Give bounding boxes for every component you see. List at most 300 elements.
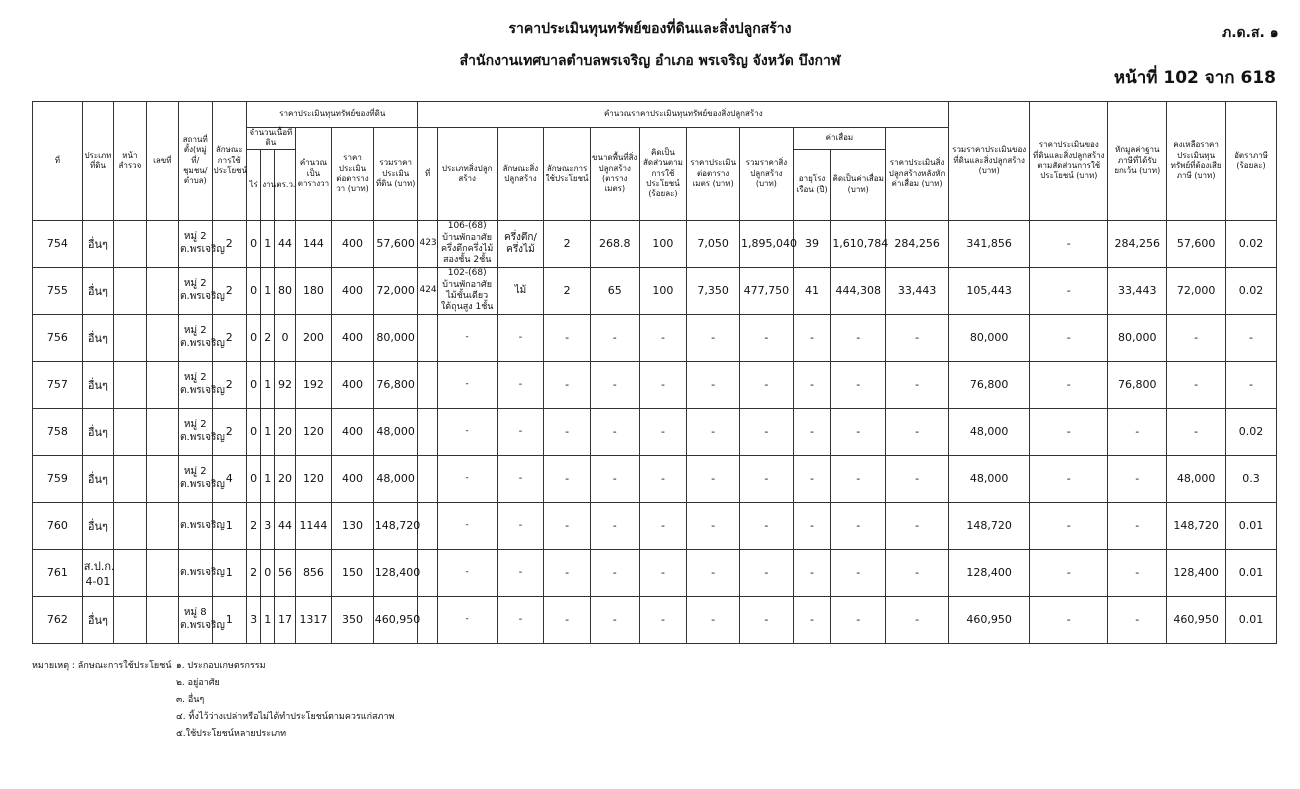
cell-land-type: อื่นๆ (82, 267, 113, 314)
cell-b-total: - (740, 502, 794, 549)
assessment-table (32, 101, 1277, 644)
cell-b-price-sqm: - (687, 314, 740, 361)
table-row (33, 267, 1277, 314)
cell-b-size: - (590, 314, 639, 361)
report-title: ราคาประเมินทุนทรัพย์ของที่ดินและสิ่งปลูกสร้าง (508, 21, 792, 37)
cell-b-total: - (740, 314, 794, 361)
cell-b-pct: - (639, 502, 687, 549)
header-location: สถานที่ตั้ง(หมู่ที่/ชุมชน/ตำบล) (179, 102, 212, 221)
cell-land-type: อื่นๆ (82, 455, 113, 502)
cell-b-after: 33,443 (886, 267, 949, 314)
header-age: อายุโรงเรือน (ปี) (793, 149, 831, 220)
cell-b-after: - (886, 455, 949, 502)
cell-b-pct: - (639, 408, 687, 455)
cell-deduction: - (1108, 549, 1167, 596)
cell-age: - (793, 314, 831, 361)
cell-land-total: 72,000 (373, 267, 418, 314)
cell-total-value: 148,720 (949, 502, 1030, 549)
cell-b-price-sqm: 7,350 (687, 267, 740, 314)
cell-price-per-sqwa: 150 (332, 549, 374, 596)
cell-b-usage: 2 (544, 267, 591, 314)
cell-prop-value: - (1030, 549, 1108, 596)
header-deduction: หักมูลค่าฐานภาษีที่ได้รับยกเว้น (บาท) (1108, 102, 1167, 221)
cell-dep-value: - (831, 549, 886, 596)
header-land-type: ประเภทที่ดิน (82, 102, 113, 221)
cell-calc-sqwa: 856 (295, 549, 332, 596)
cell-no: 758 (33, 408, 83, 455)
cell-b-price-sqm: - (687, 596, 740, 643)
group-depreciation: ค่าเสื่อม (793, 128, 885, 150)
cell-dep-value: - (831, 455, 886, 502)
cell-b-size: - (590, 549, 639, 596)
cell-age: - (793, 596, 831, 643)
cell-dep-value: 1,610,784 (831, 220, 886, 267)
cell-number (146, 267, 178, 314)
cell-price-per-sqwa: 400 (332, 455, 374, 502)
header-b-usage: ลักษณะการใช้ประโยชน์ (544, 128, 591, 221)
header-total-value: รวมราคาประเมินของที่ดินและสิ่งปลูกสร้าง (บาท) (949, 102, 1030, 221)
cell-b-usage: - (544, 502, 591, 549)
cell-tax-rate: 0.02 (1226, 267, 1277, 314)
cell-taxable: - (1167, 361, 1226, 408)
cell-age: - (793, 408, 831, 455)
cell-deduction: 80,000 (1108, 314, 1167, 361)
cell-prop-value: - (1030, 220, 1108, 267)
cell-rai: 2 (247, 502, 261, 549)
cell-number (146, 314, 178, 361)
cell-usage: 1 (212, 596, 246, 643)
cell-rai: 0 (247, 361, 261, 408)
cell-no: 754 (33, 220, 83, 267)
cell-b-no: 423 (418, 220, 437, 267)
cell-usage: 1 (212, 549, 246, 596)
cell-ngan: 1 (261, 361, 275, 408)
cell-b-no (418, 361, 437, 408)
cell-rai: 0 (247, 455, 261, 502)
cell-b-type: - (437, 408, 497, 455)
cell-price-per-sqwa: 400 (332, 267, 374, 314)
cell-location: หมู่ 2 ต.พรเจริญ (179, 361, 212, 408)
cell-taxable: - (1167, 314, 1226, 361)
cell-sqwa: 80 (275, 267, 295, 314)
cell-tax-rate: 0.02 (1226, 408, 1277, 455)
note-item: ๕.ใช้ประโยชน์หลายประเภท (176, 729, 287, 739)
cell-sqwa: 0 (275, 314, 295, 361)
note-item: ๓. อื่นๆ (176, 695, 205, 705)
cell-b-price-sqm: - (687, 502, 740, 549)
cell-b-char: ครึ่งตึก/ครึ่งไม้ (497, 220, 544, 267)
cell-b-usage: - (544, 314, 591, 361)
cell-land-total: 48,000 (373, 408, 418, 455)
cell-b-type: 102-(68) บ้านพักอาศัยไม้ชั้นเดียวใต้ถุนสูง 1ชั้น (437, 267, 497, 314)
cell-number (146, 408, 178, 455)
header-taxable: คงเหลือราคาประเมินทุนทรัพย์ที่ต้องเสียภาษี (บาท) (1167, 102, 1226, 221)
cell-land-total: 80,000 (373, 314, 418, 361)
cell-sqwa: 20 (275, 455, 295, 502)
cell-land-total: 57,600 (373, 220, 418, 267)
header-calc-sqwa: คำนวณเป็นตารางวา (295, 128, 332, 221)
cell-b-size: - (590, 455, 639, 502)
cell-number (146, 549, 178, 596)
cell-b-price-sqm: 7,050 (687, 220, 740, 267)
cell-age: - (793, 549, 831, 596)
cell-total-value: 128,400 (949, 549, 1030, 596)
cell-prop-value: - (1030, 408, 1108, 455)
cell-location: ต.พรเจริญ (179, 549, 212, 596)
cell-b-price-sqm: - (687, 549, 740, 596)
cell-survey-page (114, 267, 146, 314)
cell-land-type: อื่นๆ (82, 220, 113, 267)
cell-price-per-sqwa: 350 (332, 596, 374, 643)
cell-rai: 2 (247, 549, 261, 596)
cell-number (146, 596, 178, 643)
cell-deduction: 76,800 (1108, 361, 1167, 408)
cell-dep-value: 444,308 (831, 267, 886, 314)
cell-survey-page (114, 408, 146, 455)
cell-total-value: 80,000 (949, 314, 1030, 361)
cell-usage: 2 (212, 220, 246, 267)
cell-b-type: 106-(68) บ้านพักอาศัยครึ่งตึกครึ่งไม้สองชั้น 2ชั้น (437, 220, 497, 267)
cell-b-type: - (437, 314, 497, 361)
cell-deduction: - (1108, 502, 1167, 549)
cell-dep-value: - (831, 502, 886, 549)
cell-rai: 0 (247, 220, 261, 267)
cell-sqwa: 92 (275, 361, 295, 408)
cell-calc-sqwa: 192 (295, 361, 332, 408)
cell-prop-value: - (1030, 455, 1108, 502)
cell-b-no: 424 (418, 267, 437, 314)
cell-b-type: - (437, 549, 497, 596)
cell-tax-rate: 0.01 (1226, 549, 1277, 596)
cell-taxable: 148,720 (1167, 502, 1226, 549)
cell-tax-rate: 0.3 (1226, 455, 1277, 502)
cell-total-value: 105,443 (949, 267, 1030, 314)
cell-b-no (418, 502, 437, 549)
cell-taxable: - (1167, 408, 1226, 455)
cell-b-char: - (497, 408, 544, 455)
cell-ngan: 0 (261, 549, 275, 596)
cell-usage: 2 (212, 408, 246, 455)
cell-calc-sqwa: 200 (295, 314, 332, 361)
cell-land-total: 148,720 (373, 502, 418, 549)
header-b-type: ประเภทสิ่งปลูกสร้าง (437, 128, 497, 221)
table-row (33, 549, 1277, 596)
cell-b-char: - (497, 502, 544, 549)
cell-b-type: - (437, 502, 497, 549)
page-info: หน้าที่ 102 จาก 618 (1113, 68, 1276, 88)
header-b-price-sqm: ราคาประเมินต่อตารางเมตร (บาท) (687, 128, 740, 221)
cell-rai: 3 (247, 596, 261, 643)
cell-land-type: อื่นๆ (82, 596, 113, 643)
cell-calc-sqwa: 120 (295, 455, 332, 502)
cell-b-after: - (886, 361, 949, 408)
cell-survey-page (114, 455, 146, 502)
cell-b-usage: 2 (544, 220, 591, 267)
cell-ngan: 3 (261, 502, 275, 549)
cell-b-total: - (740, 361, 794, 408)
cell-b-char: - (497, 455, 544, 502)
cell-age: - (793, 361, 831, 408)
cell-b-char: - (497, 361, 544, 408)
cell-prop-value: - (1030, 314, 1108, 361)
cell-number (146, 220, 178, 267)
cell-tax-rate: - (1226, 314, 1277, 361)
cell-prop-value: - (1030, 502, 1108, 549)
cell-calc-sqwa: 1317 (295, 596, 332, 643)
cell-land-total: 76,800 (373, 361, 418, 408)
cell-location: หมู่ 2 ต.พรเจริญ (179, 408, 212, 455)
table-body (33, 220, 1277, 643)
cell-b-char: - (497, 549, 544, 596)
cell-deduction: 284,256 (1108, 220, 1167, 267)
cell-land-type: ส.ป.ก. 4-01 (82, 549, 113, 596)
cell-price-per-sqwa: 400 (332, 408, 374, 455)
header-land-total: รวมราคาประเมินที่ดิน (บาท) (373, 128, 418, 221)
cell-land-total: 460,950 (373, 596, 418, 643)
table-row (33, 502, 1277, 549)
cell-price-per-sqwa: 400 (332, 361, 374, 408)
cell-price-per-sqwa: 130 (332, 502, 374, 549)
cell-b-type: - (437, 361, 497, 408)
cell-b-type: - (437, 455, 497, 502)
cell-tax-rate: 0.02 (1226, 220, 1277, 267)
cell-sqwa: 17 (275, 596, 295, 643)
cell-taxable: 460,950 (1167, 596, 1226, 643)
cell-usage: 4 (212, 455, 246, 502)
table-row (33, 455, 1277, 502)
cell-b-type: - (437, 596, 497, 643)
cell-b-no (418, 455, 437, 502)
cell-tax-rate: - (1226, 361, 1277, 408)
cell-survey-page (114, 596, 146, 643)
cell-dep-value: - (831, 361, 886, 408)
cell-usage: 2 (212, 361, 246, 408)
cell-b-pct: - (639, 314, 687, 361)
table-row (33, 220, 1277, 267)
cell-location: หมู่ 2 ต.พรเจริญ (179, 267, 212, 314)
cell-b-usage: - (544, 549, 591, 596)
header-usage: ลักษณะการใช้ประโยชน์ (212, 102, 246, 221)
header-rai: ไร่ (247, 149, 261, 220)
cell-prop-value: - (1030, 596, 1108, 643)
cell-prop-value: - (1030, 361, 1108, 408)
cell-number (146, 361, 178, 408)
cell-b-after: - (886, 596, 949, 643)
cell-b-size: - (590, 361, 639, 408)
cell-land-total: 128,400 (373, 549, 418, 596)
table-row (33, 314, 1277, 361)
header-no: ที่ (33, 102, 83, 221)
cell-ngan: 1 (261, 267, 275, 314)
cell-land-type: อื่นๆ (82, 502, 113, 549)
cell-deduction: - (1108, 455, 1167, 502)
cell-b-pct: 100 (639, 220, 687, 267)
cell-b-char: - (497, 314, 544, 361)
cell-age: - (793, 455, 831, 502)
group-land-area: จำนวนเนื้อที่ดิน (247, 128, 296, 150)
header-ngan: งาน (261, 149, 275, 220)
header-dep-value: คิดเป็นค่าเสื่อม (บาท) (831, 149, 886, 220)
cell-rai: 0 (247, 314, 261, 361)
cell-land-type: อื่นๆ (82, 314, 113, 361)
cell-no: 762 (33, 596, 83, 643)
group-building-calc: คำนวณราคาประเมินทุนทรัพย์ของสิ่งปลูกสร้าง (418, 102, 949, 128)
cell-b-total: - (740, 596, 794, 643)
cell-tax-rate: 0.01 (1226, 596, 1277, 643)
cell-age: 39 (793, 220, 831, 267)
cell-rai: 0 (247, 267, 261, 314)
note-item: ๒. อยู่อาศัย (176, 678, 220, 688)
cell-no: 756 (33, 314, 83, 361)
cell-taxable: 57,600 (1167, 220, 1226, 267)
cell-calc-sqwa: 1144 (295, 502, 332, 549)
cell-dep-value: - (831, 596, 886, 643)
cell-land-total: 48,000 (373, 455, 418, 502)
cell-no: 761 (33, 549, 83, 596)
cell-b-no (418, 408, 437, 455)
cell-prop-value: - (1030, 267, 1108, 314)
cell-tax-rate: 0.01 (1226, 502, 1277, 549)
cell-b-after: 284,256 (886, 220, 949, 267)
table-row (33, 408, 1277, 455)
cell-location: หมู่ 2 ต.พรเจริญ (179, 220, 212, 267)
note-item: ๔. ทิ้งไว้ว่างเปล่าหรือไม่ได้ทำประโยชน์ตามควรแก่สภาพ (176, 712, 395, 722)
cell-number (146, 502, 178, 549)
cell-usage: 1 (212, 502, 246, 549)
cell-b-pct: - (639, 549, 687, 596)
notes-label: หมายเหตุ : ลักษณะการใช้ประโยชน์ (32, 661, 172, 671)
cell-land-type: อื่นๆ (82, 361, 113, 408)
header-b-no: ที่ (418, 128, 437, 221)
cell-b-pct: - (639, 596, 687, 643)
cell-ngan: 2 (261, 314, 275, 361)
cell-location: ต.พรเจริญ (179, 502, 212, 549)
cell-deduction: - (1108, 596, 1167, 643)
header-survey-page: หน้าสำรวจ (114, 102, 146, 221)
cell-location: หมู่ 8 ต.พรเจริญ (179, 596, 212, 643)
cell-deduction: 33,443 (1108, 267, 1167, 314)
form-code: ภ.ด.ส. ๑ (1222, 25, 1279, 41)
header-b-char: ลักษณะสิ่งปลูกสร้าง (497, 128, 544, 221)
cell-ngan: 1 (261, 408, 275, 455)
cell-b-no (418, 549, 437, 596)
cell-b-after: - (886, 502, 949, 549)
header-b-total: รวมราคาสิ่งปลูกสร้าง (บาท) (740, 128, 794, 221)
cell-b-total: 1,895,040 (740, 220, 794, 267)
cell-location: หมู่ 2 ต.พรเจริญ (179, 455, 212, 502)
cell-usage: 2 (212, 314, 246, 361)
cell-calc-sqwa: 144 (295, 220, 332, 267)
cell-b-usage: - (544, 455, 591, 502)
cell-deduction: - (1108, 408, 1167, 455)
cell-b-price-sqm: - (687, 408, 740, 455)
note-item: ๑. ประกอบเกษตรกรรม (176, 661, 266, 671)
cell-dep-value: - (831, 314, 886, 361)
cell-no: 755 (33, 267, 83, 314)
cell-b-pct: 100 (639, 267, 687, 314)
header-b-after: ราคาประเมินสิ่งปลูกสร้างหลังหักค่าเสื่อม (บาท) (886, 128, 949, 221)
cell-survey-page (114, 549, 146, 596)
cell-sqwa: 20 (275, 408, 295, 455)
cell-b-no (418, 314, 437, 361)
cell-total-value: 460,950 (949, 596, 1030, 643)
notes-section (32, 662, 394, 747)
cell-total-value: 341,856 (949, 220, 1030, 267)
cell-b-char: - (497, 596, 544, 643)
cell-b-size: - (590, 596, 639, 643)
cell-age: 41 (793, 267, 831, 314)
cell-sqwa: 44 (275, 502, 295, 549)
cell-survey-page (114, 502, 146, 549)
cell-usage: 2 (212, 267, 246, 314)
table-row (33, 361, 1277, 408)
cell-number (146, 455, 178, 502)
cell-taxable: 72,000 (1167, 267, 1226, 314)
header-prop-value: ราคาประเมินของที่ดินและสิ่งปลูกสร้างตามสัดส่วนการใช้ประโยชน์ (บาท) (1030, 102, 1108, 221)
cell-b-price-sqm: - (687, 361, 740, 408)
cell-b-pct: - (639, 455, 687, 502)
header-b-pct: คิดเป็นสัดส่วนตามการใช้ประโยชน์ (ร้อยละ) (639, 128, 687, 221)
cell-ngan: 1 (261, 455, 275, 502)
header-number: เลขที่ (146, 102, 178, 221)
cell-b-size: - (590, 502, 639, 549)
cell-b-pct: - (639, 361, 687, 408)
cell-b-total: - (740, 408, 794, 455)
cell-b-no (418, 596, 437, 643)
cell-b-char: ไม้ (497, 267, 544, 314)
header-price-per-sqwa: ราคาประเมินต่อตารางวา (บาท) (332, 128, 374, 221)
cell-b-total: - (740, 549, 794, 596)
cell-survey-page (114, 361, 146, 408)
cell-sqwa: 44 (275, 220, 295, 267)
cell-b-usage: - (544, 408, 591, 455)
cell-b-size: 65 (590, 267, 639, 314)
header-b-size: ขนาดพื้นที่สิ่งปลูกสร้าง (ตารางเมตร) (590, 128, 639, 221)
cell-b-after: - (886, 314, 949, 361)
cell-survey-page (114, 314, 146, 361)
cell-total-value: 48,000 (949, 408, 1030, 455)
header-sqwa: ตร.ว. (275, 149, 295, 220)
cell-no: 759 (33, 455, 83, 502)
cell-location: หมู่ 2 ต.พรเจริญ (179, 314, 212, 361)
cell-b-after: - (886, 549, 949, 596)
cell-b-total: 477,750 (740, 267, 794, 314)
group-land-value: ราคาประเมินทุนทรัพย์ของที่ดิน (247, 102, 418, 128)
header-tax-rate: อัตราภาษี (ร้อยละ) (1226, 102, 1277, 221)
cell-b-usage: - (544, 596, 591, 643)
cell-total-value: 48,000 (949, 455, 1030, 502)
cell-land-type: อื่นๆ (82, 408, 113, 455)
table-row (33, 596, 1277, 643)
cell-age: - (793, 502, 831, 549)
cell-ngan: 1 (261, 596, 275, 643)
cell-dep-value: - (831, 408, 886, 455)
cell-price-per-sqwa: 400 (332, 220, 374, 267)
cell-no: 760 (33, 502, 83, 549)
cell-survey-page (114, 220, 146, 267)
cell-ngan: 1 (261, 220, 275, 267)
cell-b-total: - (740, 455, 794, 502)
cell-taxable: 128,400 (1167, 549, 1226, 596)
report-subtitle: สำนักงานเทศบาลตำบลพรเจริญ อำเภอ พรเจริญ จังหวัด บึงกาฬ (459, 53, 841, 69)
cell-sqwa: 56 (275, 549, 295, 596)
cell-calc-sqwa: 180 (295, 267, 332, 314)
cell-b-usage: - (544, 361, 591, 408)
cell-b-after: - (886, 408, 949, 455)
cell-b-size: 268.8 (590, 220, 639, 267)
cell-b-price-sqm: - (687, 455, 740, 502)
cell-no: 757 (33, 361, 83, 408)
